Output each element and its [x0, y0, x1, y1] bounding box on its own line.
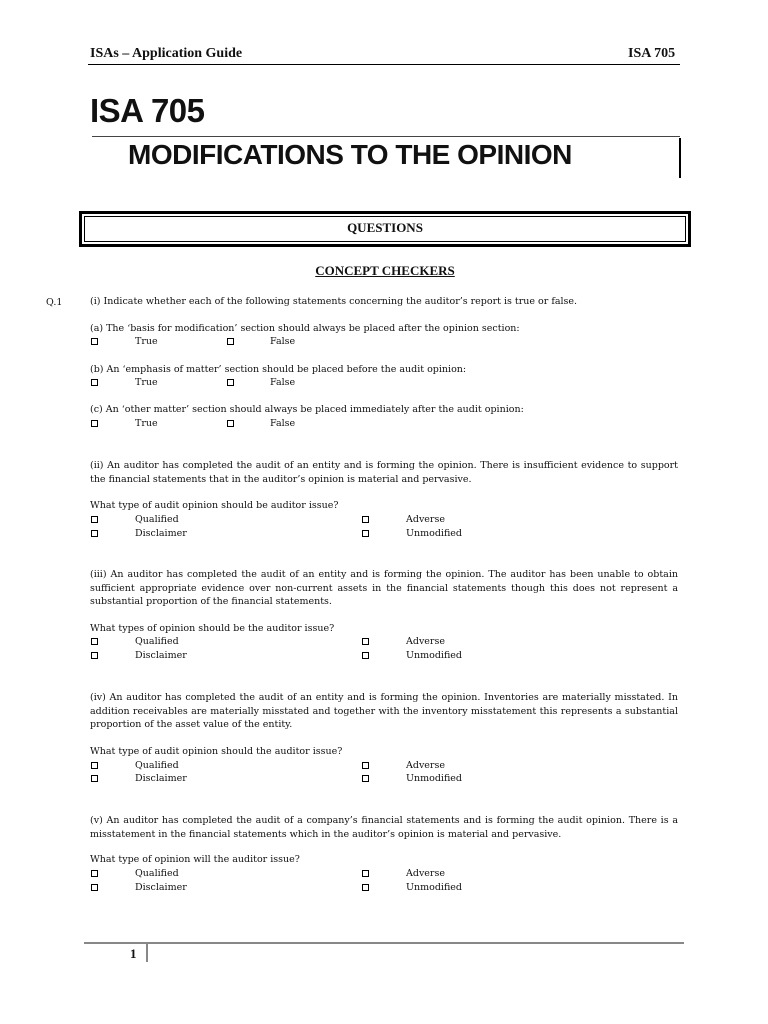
header-rule [88, 64, 680, 65]
part-iv-text: (iv) An auditor has completed the audit of an entity and is forming the opinion. Inventories are materially misstated. In addition receivables are materially misstated and together with the inventory misstatement this represents a substantial proportion of the asset value of the entity. [90, 692, 678, 730]
option-unmodified: Unmodified [406, 650, 463, 661]
option-qualified: Qualified [135, 868, 179, 879]
checkbox-iii-qualified[interactable] [91, 638, 98, 645]
checkbox-a-false[interactable] [227, 338, 234, 345]
option-adverse: Adverse [406, 636, 445, 647]
option-adverse: Adverse [406, 514, 445, 525]
statement-c: (c) An ‘other matter’ section should always be placed immediately after the audit opinion: [90, 404, 524, 415]
checkbox-ii-unmodified[interactable] [362, 530, 369, 537]
true-label: True [135, 418, 158, 429]
option-qualified: Qualified [135, 760, 179, 771]
part-v-text: (v) An auditor has completed the audit of a company’s financial statements and is forming the audit opinion. There is a misstatement in the financial statements which in the auditor’s opinion is material and pervasive. [90, 815, 678, 840]
statement-b: (b) An ‘emphasis of matter’ section should be placed before the audit opinion: [90, 364, 467, 375]
checkbox-b-true[interactable] [91, 379, 98, 386]
checkbox-iii-unmodified[interactable] [362, 652, 369, 659]
checkbox-iii-disclaimer[interactable] [91, 652, 98, 659]
question-number: Q.1 [46, 297, 63, 308]
option-unmodified: Unmodified [406, 773, 463, 784]
true-label: True [135, 336, 158, 347]
checkbox-iv-disclaimer[interactable] [91, 775, 98, 782]
option-unmodified: Unmodified [406, 528, 463, 539]
document-title: ISA 705 [90, 92, 205, 129]
option-disclaimer: Disclaimer [135, 882, 187, 893]
option-unmodified: Unmodified [406, 882, 463, 893]
checkbox-ii-adverse[interactable] [362, 516, 369, 523]
part-iv-question: What type of audit opinion should the auditor issue? [90, 746, 343, 757]
part-i-intro: (i) Indicate whether each of the following statements concerning the auditor’s report is true or false. [90, 296, 578, 307]
true-label: True [135, 377, 158, 388]
checkbox-v-unmodified[interactable] [362, 884, 369, 891]
part-ii-question: What type of audit opinion should be auditor issue? [90, 500, 339, 511]
header-standard: ISA 705 [628, 46, 676, 61]
option-disclaimer: Disclaimer [135, 773, 187, 784]
option-disclaimer: Disclaimer [135, 528, 187, 539]
document-subtitle: MODIFICATIONS TO THE OPINION [128, 139, 572, 170]
checkbox-iv-qualified[interactable] [91, 762, 98, 769]
part-iii-text: (iii) An auditor has completed the audit of an entity and is forming the opinion. The auditor has been unable to obtain sufficient appropriate evidence over non-current assets in the financial statements though this does not represent a substantial proportion of the financial statements. [90, 569, 678, 607]
footer-rule [84, 942, 684, 944]
option-adverse: Adverse [406, 760, 445, 771]
checkbox-c-false[interactable] [227, 420, 234, 427]
checkbox-v-qualified[interactable] [91, 870, 98, 877]
false-label: False [270, 377, 296, 388]
checkbox-v-adverse[interactable] [362, 870, 369, 877]
false-label: False [270, 336, 296, 347]
checkbox-b-false[interactable] [227, 379, 234, 386]
checkbox-iv-adverse[interactable] [362, 762, 369, 769]
option-disclaimer: Disclaimer [135, 650, 187, 661]
sub-heading: CONCEPT CHECKERS [315, 263, 455, 278]
checkbox-c-true[interactable] [91, 420, 98, 427]
checkbox-ii-qualified[interactable] [91, 516, 98, 523]
page-number: 1 [130, 946, 137, 961]
checkbox-a-true[interactable] [91, 338, 98, 345]
part-v-question: What type of opinion will the auditor issue? [90, 854, 300, 865]
subtitle-bar [679, 138, 681, 178]
statement-a: (a) The ‘basis for modification’ section should always be placed after the opinion section: [90, 323, 520, 334]
header-title: ISAs – Application Guide [90, 46, 243, 61]
part-iii-question: What types of opinion should be the auditor issue? [90, 623, 335, 634]
part-ii-text: (ii) An auditor has completed the audit of an entity and is forming the opinion. There is insufficient evidence to support the financial statements that in the auditor’s opinion is material and pervasive. [90, 460, 678, 485]
option-adverse: Adverse [406, 868, 445, 879]
option-qualified: Qualified [135, 514, 179, 525]
checkbox-iii-adverse[interactable] [362, 638, 369, 645]
checkbox-ii-disclaimer[interactable] [91, 530, 98, 537]
title-rule [92, 136, 680, 137]
section-heading: QUESTIONS [347, 220, 423, 235]
page-number-bar [146, 944, 148, 962]
checkbox-v-disclaimer[interactable] [91, 884, 98, 891]
option-qualified: Qualified [135, 636, 179, 647]
checkbox-iv-unmodified[interactable] [362, 775, 369, 782]
false-label: False [270, 418, 296, 429]
